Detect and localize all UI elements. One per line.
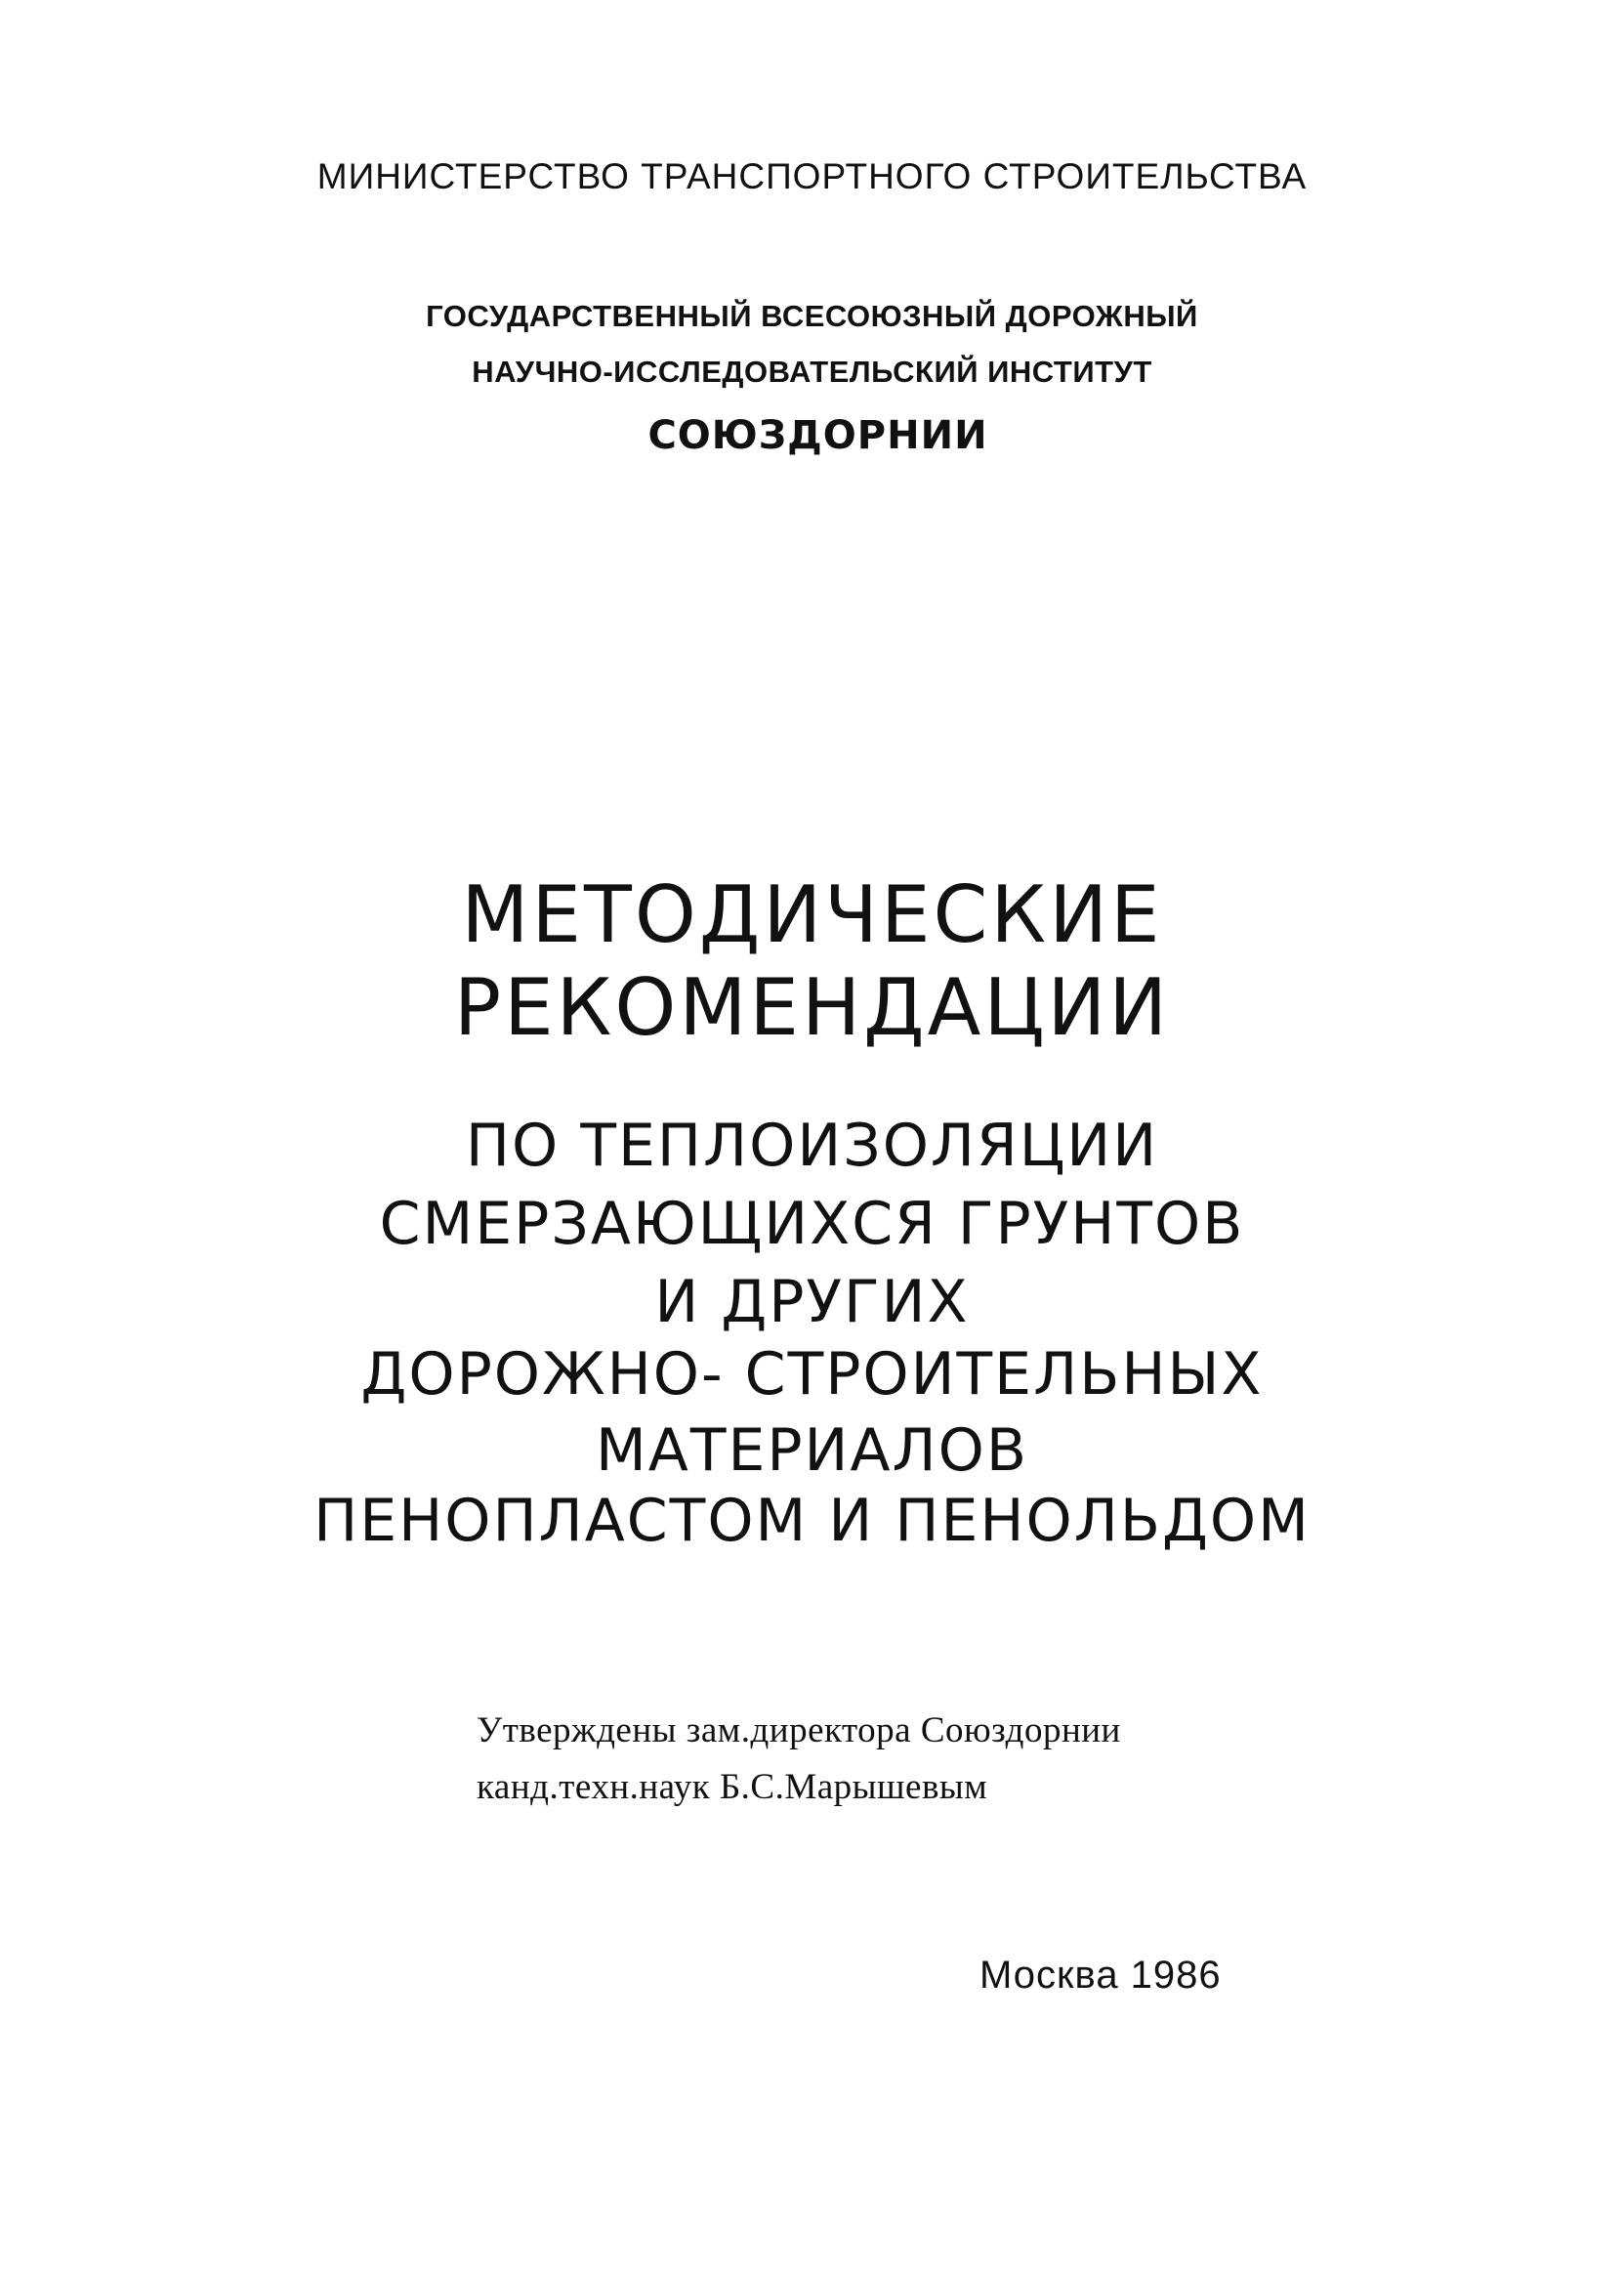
approval-line-1: Утверждены зам.директора Союздорнии [477, 1710, 1121, 1750]
ministry-name: МИНИСТЕРСТВО ТРАНСПОРТНОГО СТРОИТЕЛЬСТВА [316, 156, 1308, 196]
document-title-line-1: МЕТОДИЧЕСКИЕ [461, 869, 1163, 960]
document-subtitle-line-3: И ДРУГИХ [654, 1268, 970, 1336]
approval-line-2: канд.техн.наук Б.С.Марышевым [477, 1767, 988, 1807]
document-subtitle-line-6: ПЕНОПЛАСТОМ И ПЕНОЛЬДОМ [313, 1487, 1311, 1555]
institute-name-line-1: ГОСУДАРСТВЕННЫЙ ВСЕСОЮЗНЫЙ ДОРОЖНЫЙ [426, 299, 1198, 333]
document-subtitle-line-1: ПО ТЕПЛОИЗОЛЯЦИИ [465, 1112, 1159, 1180]
city-year: Москва 1986 [979, 1954, 1222, 1997]
document-title-line-2: РЕКОМЕНДАЦИИ [453, 962, 1171, 1053]
organization-name: СОЮЗДОРНИИ [647, 413, 988, 458]
document-subtitle-line-4: ДОРОЖНО- СТРОИТЕЛЬНЫХ [360, 1340, 1264, 1409]
document-subtitle-line-2: СМЕРЗАЮЩИХСЯ ГРУНТОВ [379, 1190, 1245, 1258]
institute-name-line-2: НАУЧНО-ИССЛЕДОВАТЕЛЬСКИЙ ИНСТИТУТ [472, 355, 1152, 389]
document-subtitle-line-5: МАТЕРИАЛОВ [596, 1416, 1028, 1485]
